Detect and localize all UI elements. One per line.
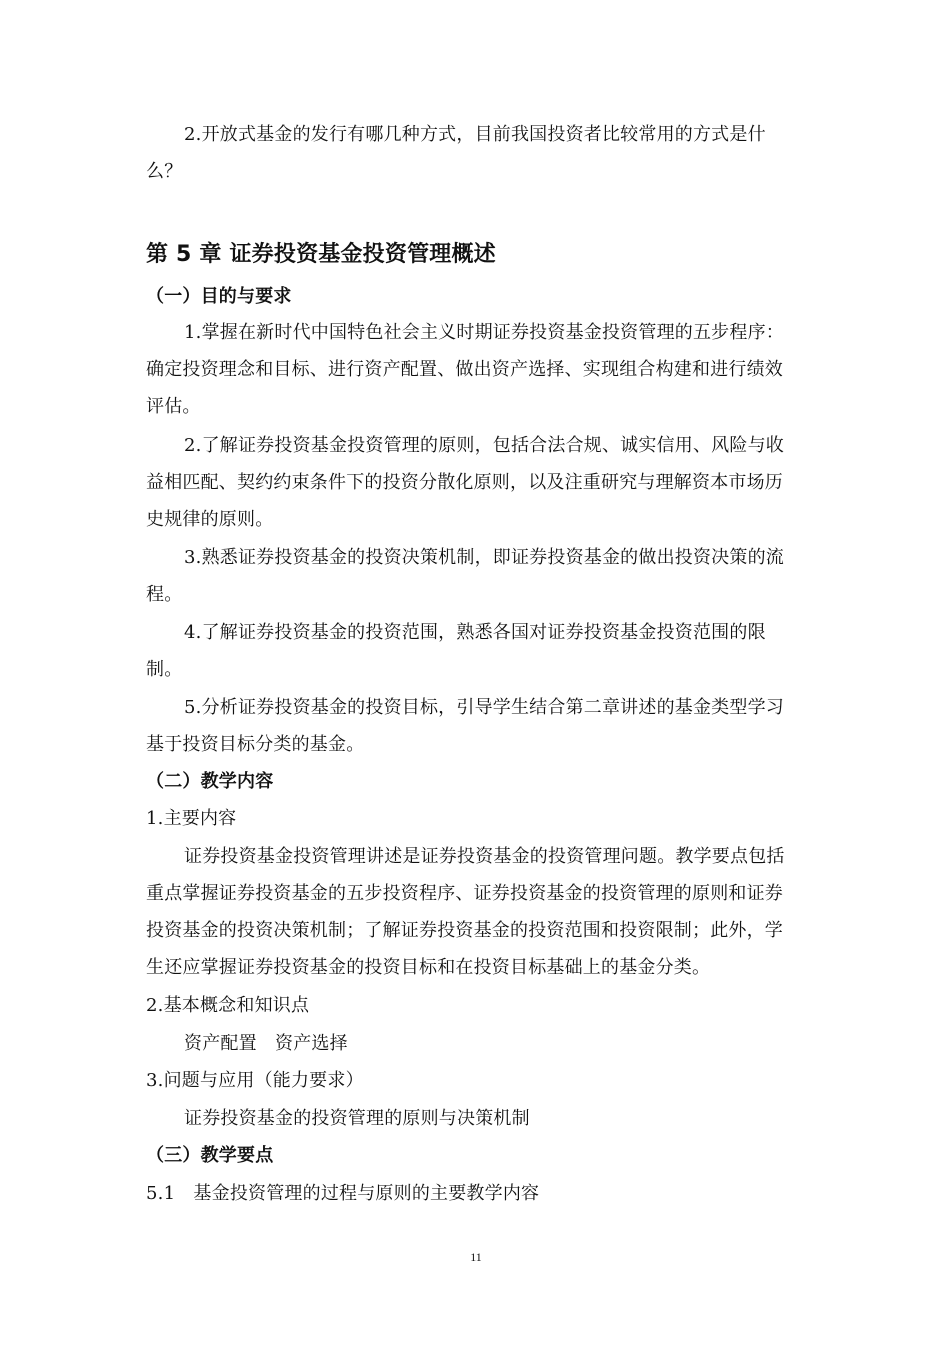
page-number: 11 xyxy=(470,1250,482,1264)
content-line-1: 证券投资基金投资管理讲述是证券投资基金的投资管理问题。教学要点包括 xyxy=(184,846,785,867)
application-line: 证券投资基金的投资管理的原则与决策机制 xyxy=(184,1108,530,1129)
objective-2-line-1: 2.了解证券投资基金投资管理的原则，包括合法合规、诚实信用、风险与收 xyxy=(184,435,784,456)
concepts-line: 资产配置 资产选择 xyxy=(184,1033,348,1054)
objective-2-line-3: 史规律的原则。 xyxy=(146,509,274,530)
objective-1-line-3: 评估。 xyxy=(146,396,201,417)
objective-1-line-2: 确定投资理念和目标、进行资产配置、做出资产选择、实现组合构建和进行绩效 xyxy=(146,359,783,380)
content-line-3: 投资基金的投资决策机制；了解证券投资基金的投资范围和投资限制；此外，学 xyxy=(146,920,783,941)
section-heading-content: （二）教学内容 xyxy=(146,771,274,792)
objective-3-line-1: 3.熟悉证券投资基金的投资决策机制，即证券投资基金的做出投资决策的流 xyxy=(184,547,784,568)
section-heading-objectives: （一）目的与要求 xyxy=(146,286,292,307)
objective-1-line-1: 1.掌握在新时代中国特色社会主义时期证券投资基金投资管理的五步程序： xyxy=(184,322,784,343)
content-line-2: 重点掌握证券投资基金的五步投资程序、证券投资基金的投资管理的原则和证券 xyxy=(146,883,783,904)
objective-3-line-2: 程。 xyxy=(146,584,183,605)
content-line-4: 生还应掌握证券投资基金的投资目标和在投资目标基础上的基金分类。 xyxy=(146,957,711,978)
objective-5-line-1: 5.分析证券投资基金的投资目标，引导学生结合第二章讲述的基金类型学习 xyxy=(184,697,784,718)
question-2-line-1: 2.开放式基金的发行有哪几种方式，目前我国投资者比较常用的方式是什 xyxy=(184,124,766,145)
question-2-line-2: 么？ xyxy=(146,161,183,182)
subheading-main-content: 1.主要内容 xyxy=(146,808,237,829)
chapter-title: 第 5 章 证券投资基金投资管理概述 xyxy=(146,242,496,267)
subheading-concepts: 2.基本概念和知识点 xyxy=(146,995,310,1016)
objective-4-line-2: 制。 xyxy=(146,659,183,680)
objective-2-line-2: 益相匹配、契约约束条件下的投资分散化原则，以及注重研究与理解资本市场历 xyxy=(146,472,783,493)
key-point-5-1: 5.1 基金投资管理的过程与原则的主要教学内容 xyxy=(146,1183,540,1204)
section-heading-key-points: （三）教学要点 xyxy=(146,1145,274,1166)
objective-5-line-2: 基于投资目标分类的基金。 xyxy=(146,734,365,755)
subheading-application: 3.问题与应用（能力要求） xyxy=(146,1070,364,1091)
objective-4-line-1: 4.了解证券投资基金的投资范围，熟悉各国对证券投资基金投资范围的限 xyxy=(184,622,766,643)
